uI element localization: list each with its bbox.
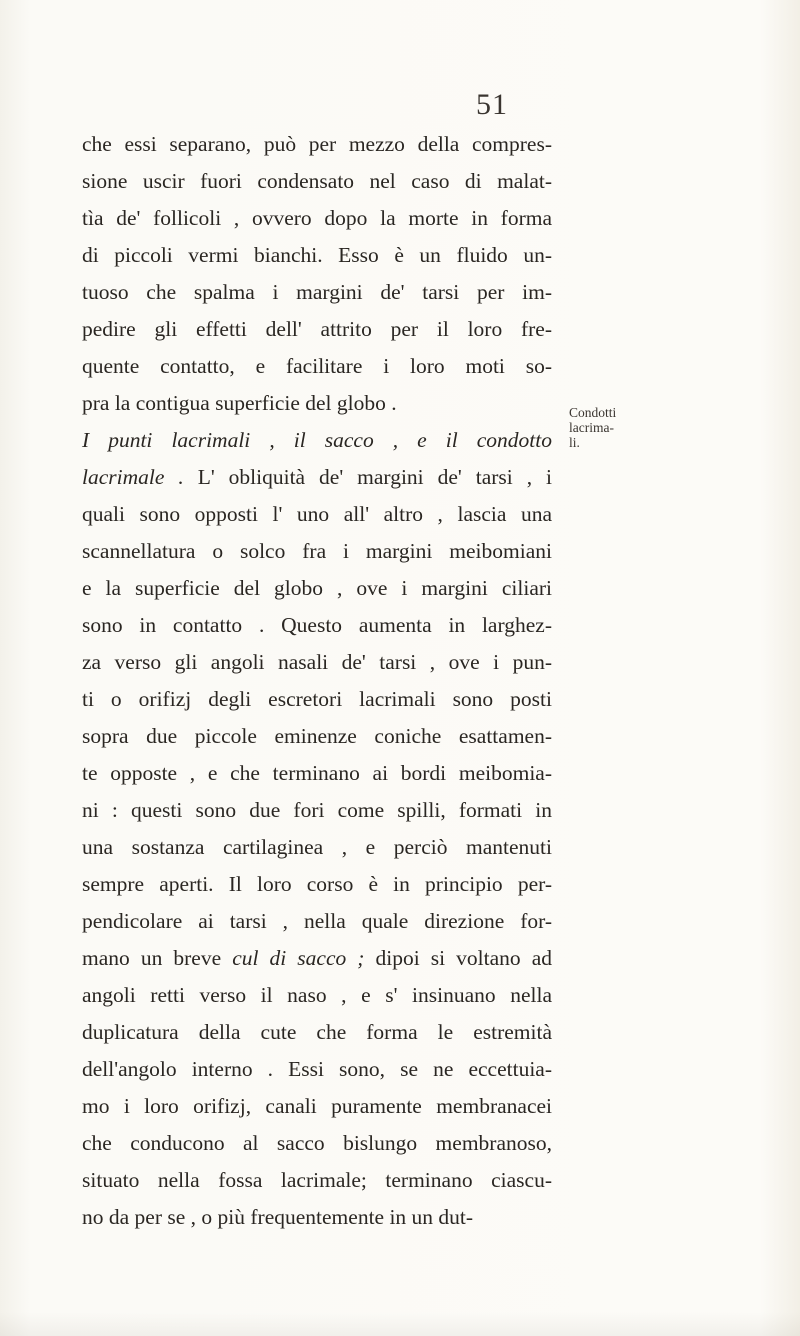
text-line [82,829,552,866]
text-run: pedire gli effetti dell' attrito per il loro fre- [82,317,552,341]
margin-note [569,405,629,450]
text-run: e la superficie del globo , ove i margini ciliari [82,576,552,600]
text-line [82,496,552,533]
text-run: sopra due piccole eminenze coniche esattamen- [82,724,552,748]
text-line [82,200,552,237]
text-run: sempre aperti. Il loro corso è in principio per- [82,872,552,896]
text-run: mano un breve [82,946,233,970]
margin-note-line: Condotti [569,405,617,420]
text-line [82,866,552,903]
text-line [82,1125,552,1162]
text-line [82,459,552,496]
text-run: tuoso che spalma i margini de' tarsi per im- [82,280,552,304]
text-line [82,940,552,977]
text-line [82,792,552,829]
text-line [82,718,552,755]
italic-run: lacrimale . [82,465,184,489]
text-line [82,311,552,348]
italic-run: I punti lacrimali , il sacco , e il condotto [82,428,552,452]
page-edge-shadow [0,1312,800,1336]
body-text [82,126,552,1236]
text-run: che conducono al sacco bislungo membranoso, [82,1131,552,1155]
text-run: una sostanza cartilaginea , e perciò mantenuti [82,835,552,859]
text-run: dell'angolo interno . Essi sono, se ne eccettuia- [82,1057,552,1081]
text-line [82,422,552,459]
text-line [82,1199,552,1236]
margin-note-line: li. [569,435,580,450]
text-run: che essi separano, può per mezzo della compres- [82,132,552,156]
text-line [82,607,552,644]
text-line [82,681,552,718]
text-run: za verso gli angoli nasali de' tarsi , ove i pun- [82,650,552,674]
text-run: dipoi si voltano ad [364,946,552,970]
text-run: pra la contigua superficie del globo . [82,391,397,415]
text-line [82,1051,552,1088]
text-line [82,570,552,607]
text-line [82,237,552,274]
text-run: scannellatura o solco fra i margini meibomiani [82,539,552,563]
text-run: di piccoli vermi bianchi. Esso è un fluido un- [82,243,552,267]
text-line [82,755,552,792]
text-line [82,126,552,163]
text-run: pendicolare ai tarsi , nella quale direzione for- [82,909,552,933]
text-run: angoli retti verso il naso , e s' insinuano nella [82,983,552,1007]
text-run: duplicatura della cute che forma le estremità [82,1020,552,1044]
text-run: quente contatto, e facilitare i loro moti so- [82,354,552,378]
text-line [82,1088,552,1125]
margin-note-line: lacrima- [569,420,614,435]
text-line [82,163,552,200]
text-line [82,274,552,311]
text-run: mo i loro orifizj, canali puramente membranacei [82,1094,552,1118]
text-line [82,977,552,1014]
text-line [82,1014,552,1051]
text-run: sione uscir fuori condensato nel caso di malat- [82,169,552,193]
text-line [82,533,552,570]
text-line [82,1162,552,1199]
text-run: quali sono opposti l' uno all' altro , lascia una [82,502,552,526]
text-line [82,385,552,422]
text-line [82,348,552,385]
italic-run: cul di sacco ; [232,946,365,970]
text-run: te opposte , e che terminano ai bordi meibomia- [82,761,552,785]
text-line [82,903,552,940]
text-run: L' obliquità de' margini de' tarsi , i [183,465,552,489]
text-line [82,644,552,681]
text-run: situato nella fossa lacrimale; terminano ciascu- [82,1168,552,1192]
text-run: ni : questi sono due fori come spilli, formati in [82,798,552,822]
text-run: ti o orifizj degli escretori lacrimali sono posti [82,687,552,711]
text-run: tìa de' follicoli , ovvero dopo la morte in forma [82,206,552,230]
page-number: 51 [476,88,508,121]
text-run: sono in contatto . Questo aumenta in larghez- [82,613,552,637]
text-run: no da per se , o più frequentemente in un dut- [82,1205,474,1229]
